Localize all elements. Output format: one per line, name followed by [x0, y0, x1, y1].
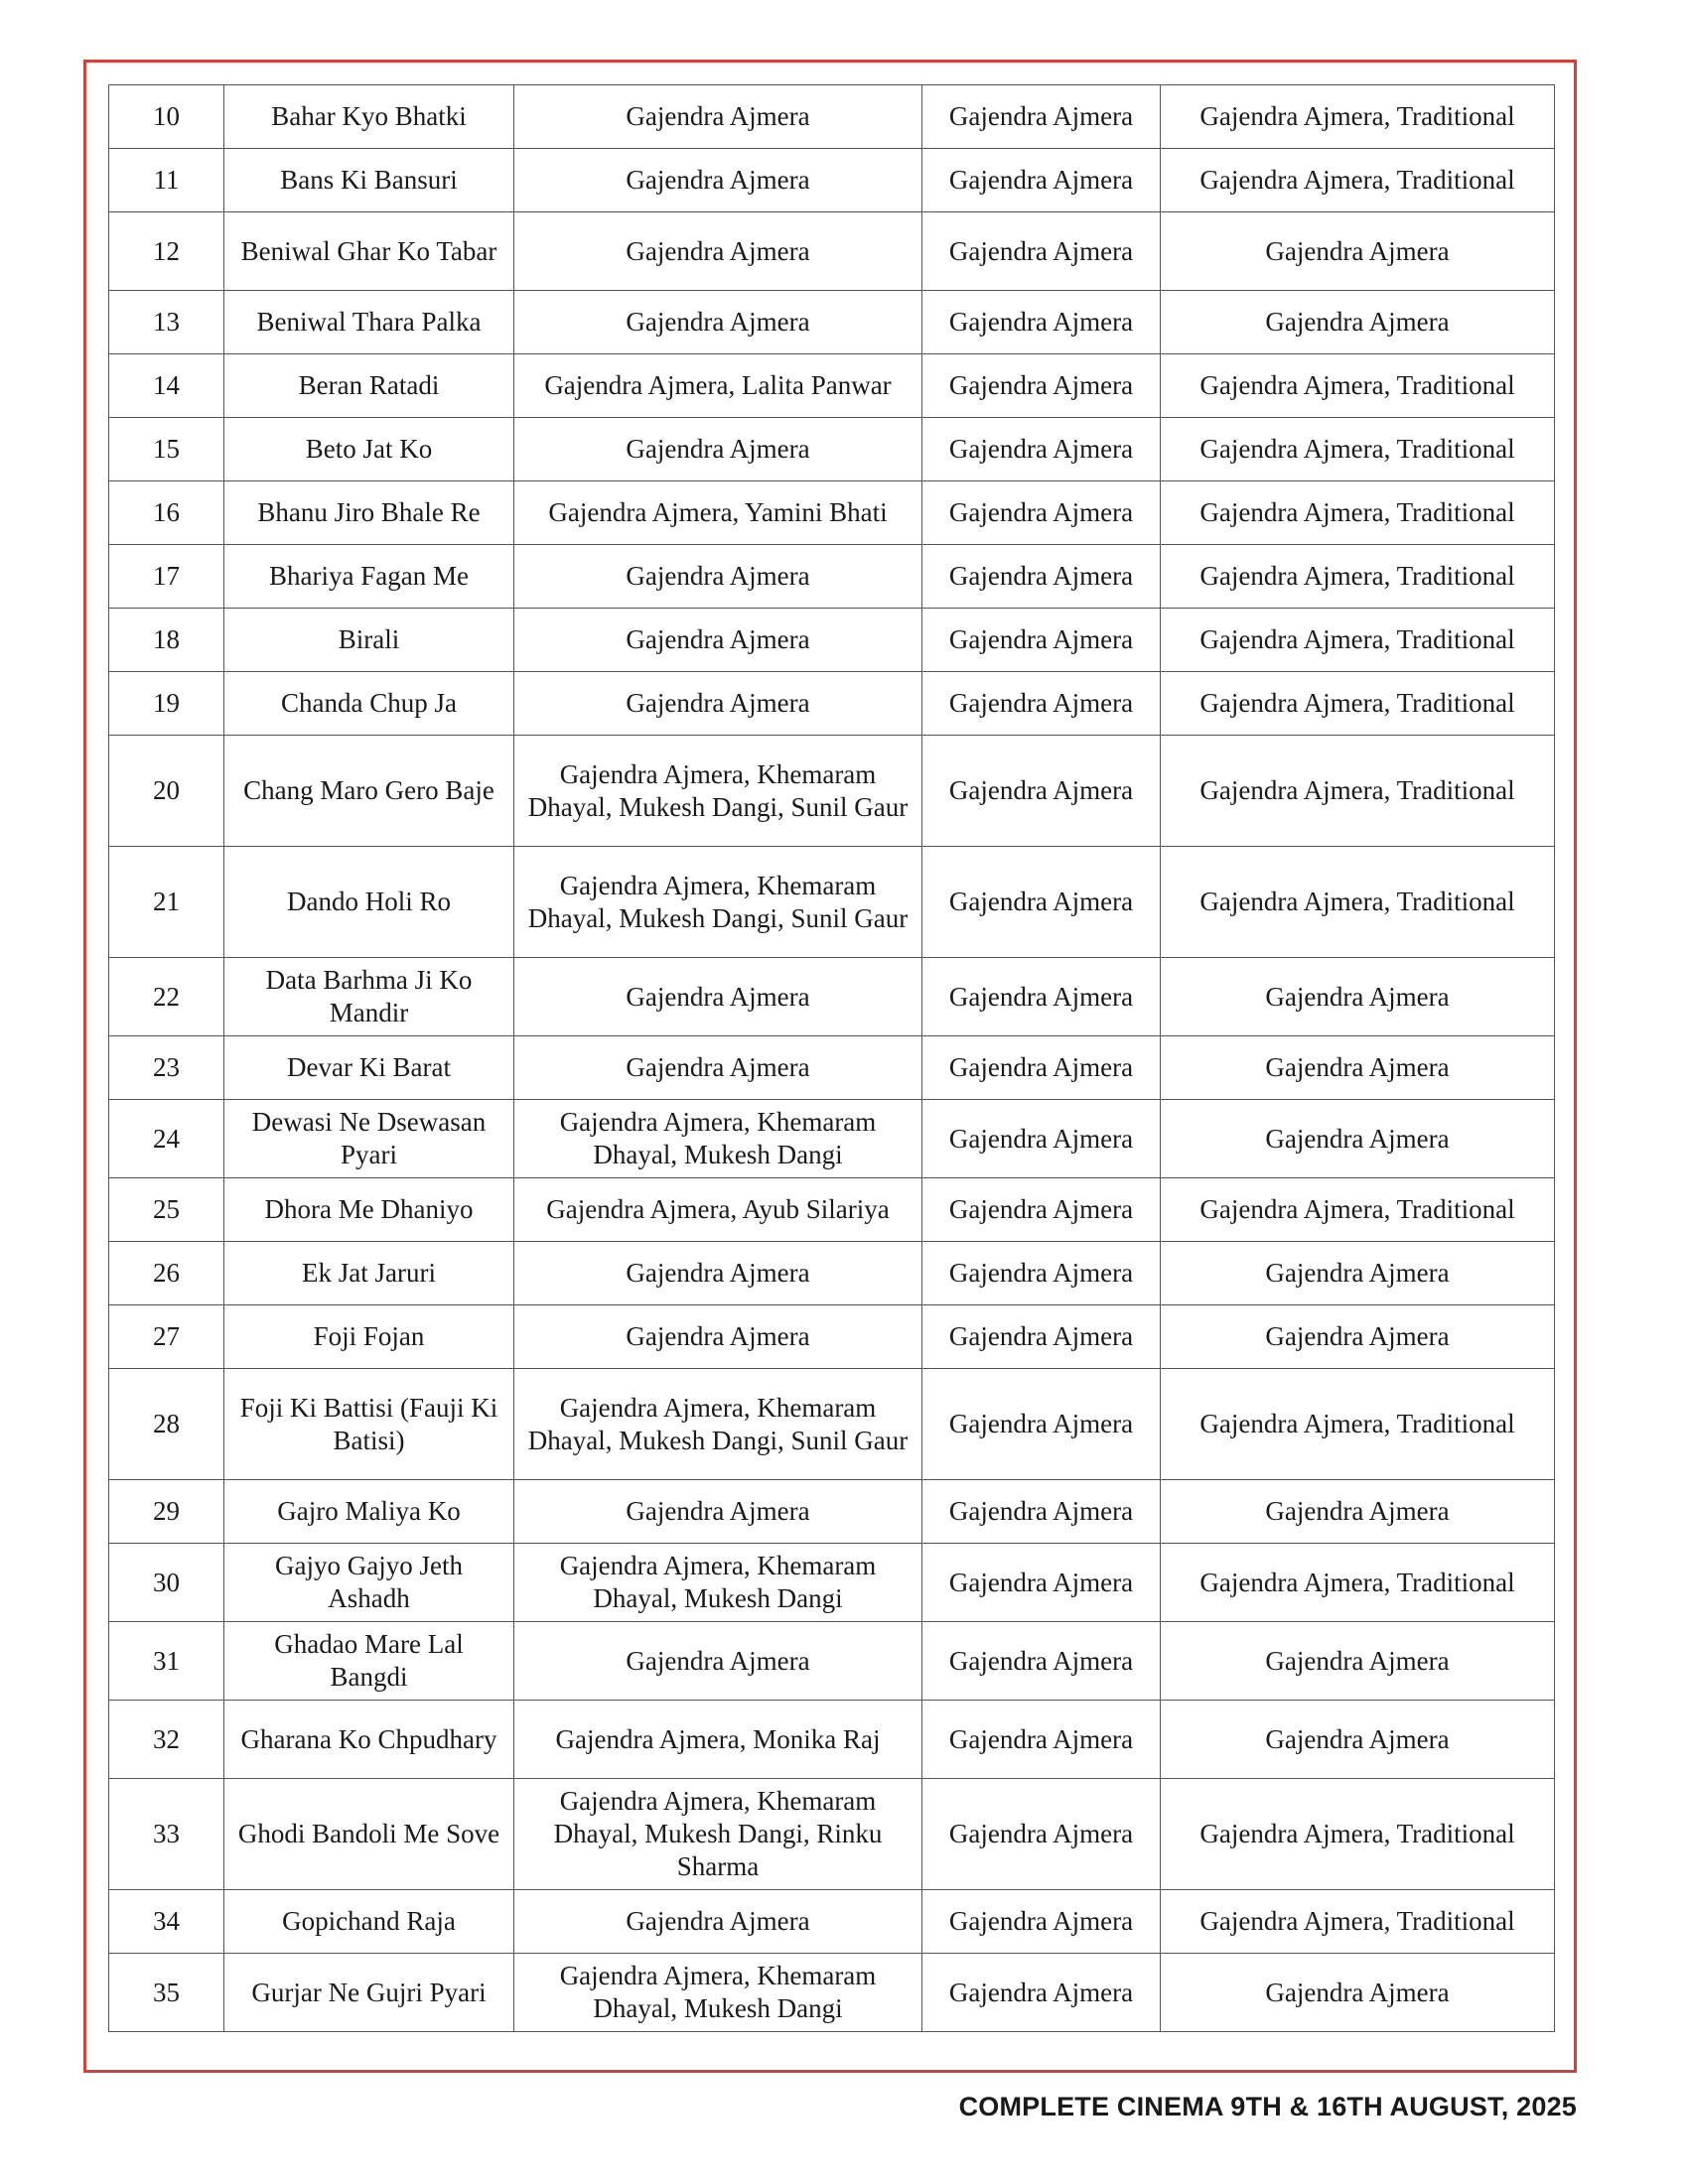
- lyricist: Gajendra Ajmera, Traditional: [1161, 1178, 1555, 1242]
- singers: Gajendra Ajmera, Khemaram Dhayal, Mukesh Dangi, Sunil Gaur: [514, 736, 922, 847]
- lyricist: Gajendra Ajmera, Traditional: [1161, 736, 1555, 847]
- row-number: 29: [109, 1480, 224, 1544]
- music-director: Gajendra Ajmera: [922, 1544, 1161, 1622]
- singers: Gajendra Ajmera: [514, 85, 922, 149]
- music-director: Gajendra Ajmera: [922, 418, 1161, 481]
- table-row: [109, 1622, 1555, 1701]
- lyricist: Gajendra Ajmera: [1161, 1242, 1555, 1305]
- song-title: Chanda Chup Ja: [224, 672, 514, 736]
- music-director: Gajendra Ajmera: [922, 1036, 1161, 1100]
- table-row: [109, 958, 1555, 1036]
- row-number: 15: [109, 418, 224, 481]
- row-number: 22: [109, 958, 224, 1036]
- row-number: 28: [109, 1369, 224, 1480]
- music-director: Gajendra Ajmera: [922, 1779, 1161, 1890]
- table-row: [109, 1480, 1555, 1544]
- song-title: Devar Ki Barat: [224, 1036, 514, 1100]
- song-title: Beniwal Ghar Ko Tabar: [224, 212, 514, 291]
- table-row: [109, 1701, 1555, 1779]
- row-number: 10: [109, 85, 224, 149]
- row-number: 35: [109, 1954, 224, 2032]
- song-title: Ghodi Bandoli Me Sove: [224, 1779, 514, 1890]
- lyricist: Gajendra Ajmera, Traditional: [1161, 1890, 1555, 1954]
- music-director: Gajendra Ajmera: [922, 1480, 1161, 1544]
- singers: Gajendra Ajmera: [514, 418, 922, 481]
- song-title: Ghadao Mare Lal Bangdi: [224, 1622, 514, 1701]
- lyricist: Gajendra Ajmera, Traditional: [1161, 354, 1555, 418]
- music-director: Gajendra Ajmera: [922, 958, 1161, 1036]
- song-title: Gharana Ko Chpudhary: [224, 1701, 514, 1779]
- lyricist: Gajendra Ajmera, Traditional: [1161, 609, 1555, 672]
- music-director: Gajendra Ajmera: [922, 1622, 1161, 1701]
- lyricist: Gajendra Ajmera, Traditional: [1161, 418, 1555, 481]
- lyricist: Gajendra Ajmera: [1161, 291, 1555, 354]
- row-number: 31: [109, 1622, 224, 1701]
- lyricist: Gajendra Ajmera: [1161, 958, 1555, 1036]
- song-title: Dando Holi Ro: [224, 847, 514, 958]
- music-director: Gajendra Ajmera: [922, 736, 1161, 847]
- table-row: [109, 418, 1555, 481]
- lyricist: Gajendra Ajmera, Traditional: [1161, 545, 1555, 609]
- song-title: Gajro Maliya Ko: [224, 1480, 514, 1544]
- row-number: 24: [109, 1100, 224, 1178]
- table-row: [109, 354, 1555, 418]
- table-row: [109, 847, 1555, 958]
- lyricist: Gajendra Ajmera: [1161, 1480, 1555, 1544]
- table-row: [109, 85, 1555, 149]
- lyricist: Gajendra Ajmera, Traditional: [1161, 672, 1555, 736]
- row-number: 13: [109, 291, 224, 354]
- song-title: Gopichand Raja: [224, 1890, 514, 1954]
- table-row: [109, 291, 1555, 354]
- lyricist: Gajendra Ajmera, Traditional: [1161, 1779, 1555, 1890]
- music-director: Gajendra Ajmera: [922, 1701, 1161, 1779]
- singers: Gajendra Ajmera: [514, 958, 922, 1036]
- singers: Gajendra Ajmera, Ayub Silariya: [514, 1178, 922, 1242]
- song-title: Chang Maro Gero Baje: [224, 736, 514, 847]
- row-number: 12: [109, 212, 224, 291]
- table-row: [109, 1779, 1555, 1890]
- singers: Gajendra Ajmera: [514, 212, 922, 291]
- music-director: Gajendra Ajmera: [922, 291, 1161, 354]
- lyricist: Gajendra Ajmera, Traditional: [1161, 1369, 1555, 1480]
- music-director: Gajendra Ajmera: [922, 545, 1161, 609]
- singers: Gajendra Ajmera: [514, 609, 922, 672]
- singers: Gajendra Ajmera: [514, 1480, 922, 1544]
- lyricist: Gajendra Ajmera, Traditional: [1161, 1544, 1555, 1622]
- table-row: [109, 1544, 1555, 1622]
- row-number: 30: [109, 1544, 224, 1622]
- row-number: 27: [109, 1305, 224, 1369]
- table-row: [109, 545, 1555, 609]
- singers: Gajendra Ajmera, Khemaram Dhayal, Mukesh Dangi, Rinku Sharma: [514, 1779, 922, 1890]
- song-title: Foji Ki Battisi (Fauji Ki Batisi): [224, 1369, 514, 1480]
- music-director: Gajendra Ajmera: [922, 354, 1161, 418]
- music-director: Gajendra Ajmera: [922, 149, 1161, 212]
- row-number: 17: [109, 545, 224, 609]
- singers: Gajendra Ajmera: [514, 149, 922, 212]
- singers: Gajendra Ajmera, Khemaram Dhayal, Mukesh Dangi: [514, 1100, 922, 1178]
- music-director: Gajendra Ajmera: [922, 212, 1161, 291]
- singers: Gajendra Ajmera: [514, 1305, 922, 1369]
- singers: Gajendra Ajmera: [514, 1890, 922, 1954]
- lyricist: Gajendra Ajmera, Traditional: [1161, 85, 1555, 149]
- table-row: [109, 1100, 1555, 1178]
- row-number: 26: [109, 1242, 224, 1305]
- music-director: Gajendra Ajmera: [922, 1178, 1161, 1242]
- table-row: [109, 1178, 1555, 1242]
- music-director: Gajendra Ajmera: [922, 481, 1161, 545]
- singers: Gajendra Ajmera: [514, 1242, 922, 1305]
- singers: Gajendra Ajmera, Monika Raj: [514, 1701, 922, 1779]
- table-row: [109, 736, 1555, 847]
- table-row: [109, 1036, 1555, 1100]
- singers: Gajendra Ajmera, Yamini Bhati: [514, 481, 922, 545]
- singers: Gajendra Ajmera, Khemaram Dhayal, Mukesh Dangi, Sunil Gaur: [514, 847, 922, 958]
- song-title: Bans Ki Bansuri: [224, 149, 514, 212]
- table-row: [109, 609, 1555, 672]
- music-director: Gajendra Ajmera: [922, 1369, 1161, 1480]
- song-title: Beran Ratadi: [224, 354, 514, 418]
- music-director: Gajendra Ajmera: [922, 1305, 1161, 1369]
- row-number: 19: [109, 672, 224, 736]
- music-director: Gajendra Ajmera: [922, 847, 1161, 958]
- music-director: Gajendra Ajmera: [922, 609, 1161, 672]
- music-director: Gajendra Ajmera: [922, 1890, 1161, 1954]
- lyricist: Gajendra Ajmera: [1161, 1036, 1555, 1100]
- singers: Gajendra Ajmera, Lalita Panwar: [514, 354, 922, 418]
- singers: Gajendra Ajmera, Khemaram Dhayal, Mukesh Dangi, Sunil Gaur: [514, 1369, 922, 1480]
- song-title: Bahar Kyo Bhatki: [224, 85, 514, 149]
- singers: Gajendra Ajmera, Khemaram Dhayal, Mukesh Dangi: [514, 1544, 922, 1622]
- table-row: [109, 1305, 1555, 1369]
- singers: Gajendra Ajmera: [514, 1622, 922, 1701]
- song-title: Foji Fojan: [224, 1305, 514, 1369]
- singers: Gajendra Ajmera: [514, 291, 922, 354]
- lyricist: Gajendra Ajmera: [1161, 1622, 1555, 1701]
- footer-publication-date: COMPLETE CINEMA 9TH & 16TH AUGUST, 2025: [958, 2092, 1577, 2121]
- song-credits-table: [108, 84, 1555, 2032]
- row-number: 23: [109, 1036, 224, 1100]
- song-title: Dhora Me Dhaniyo: [224, 1178, 514, 1242]
- music-director: Gajendra Ajmera: [922, 1242, 1161, 1305]
- singers: Gajendra Ajmera: [514, 545, 922, 609]
- music-director: Gajendra Ajmera: [922, 1100, 1161, 1178]
- row-number: 16: [109, 481, 224, 545]
- lyricist: Gajendra Ajmera: [1161, 212, 1555, 291]
- singers: Gajendra Ajmera: [514, 1036, 922, 1100]
- lyricist: Gajendra Ajmera: [1161, 1701, 1555, 1779]
- singers: Gajendra Ajmera: [514, 672, 922, 736]
- row-number: 18: [109, 609, 224, 672]
- song-title: Dewasi Ne Dsewasan Pyari: [224, 1100, 514, 1178]
- music-director: Gajendra Ajmera: [922, 1954, 1161, 2032]
- table-row: [109, 672, 1555, 736]
- singers: Gajendra Ajmera, Khemaram Dhayal, Mukesh Dangi: [514, 1954, 922, 2032]
- row-number: 32: [109, 1701, 224, 1779]
- lyricist: Gajendra Ajmera, Traditional: [1161, 481, 1555, 545]
- lyricist: Gajendra Ajmera, Traditional: [1161, 847, 1555, 958]
- song-title: Gajyo Gajyo Jeth Ashadh: [224, 1544, 514, 1622]
- table-row: [109, 212, 1555, 291]
- table-row: [109, 1954, 1555, 2032]
- row-number: 25: [109, 1178, 224, 1242]
- table-row: [109, 1890, 1555, 1954]
- song-title: Beniwal Thara Palka: [224, 291, 514, 354]
- song-title: Beto Jat Ko: [224, 418, 514, 481]
- row-number: 34: [109, 1890, 224, 1954]
- song-title: Birali: [224, 609, 514, 672]
- music-director: Gajendra Ajmera: [922, 672, 1161, 736]
- song-title: Data Barhma Ji Ko Mandir: [224, 958, 514, 1036]
- row-number: 33: [109, 1779, 224, 1890]
- lyricist: Gajendra Ajmera, Traditional: [1161, 149, 1555, 212]
- row-number: 14: [109, 354, 224, 418]
- row-number: 11: [109, 149, 224, 212]
- row-number: 21: [109, 847, 224, 958]
- song-title: Gurjar Ne Gujri Pyari: [224, 1954, 514, 2032]
- song-title: Bhariya Fagan Me: [224, 545, 514, 609]
- table-row: [109, 1242, 1555, 1305]
- table-row: [109, 481, 1555, 545]
- song-title: Ek Jat Jaruri: [224, 1242, 514, 1305]
- lyricist: Gajendra Ajmera: [1161, 1954, 1555, 2032]
- table-row: [109, 149, 1555, 212]
- table-row: [109, 1369, 1555, 1480]
- music-director: Gajendra Ajmera: [922, 85, 1161, 149]
- row-number: 20: [109, 736, 224, 847]
- song-title: Bhanu Jiro Bhale Re: [224, 481, 514, 545]
- lyricist: Gajendra Ajmera: [1161, 1305, 1555, 1369]
- lyricist: Gajendra Ajmera: [1161, 1100, 1555, 1178]
